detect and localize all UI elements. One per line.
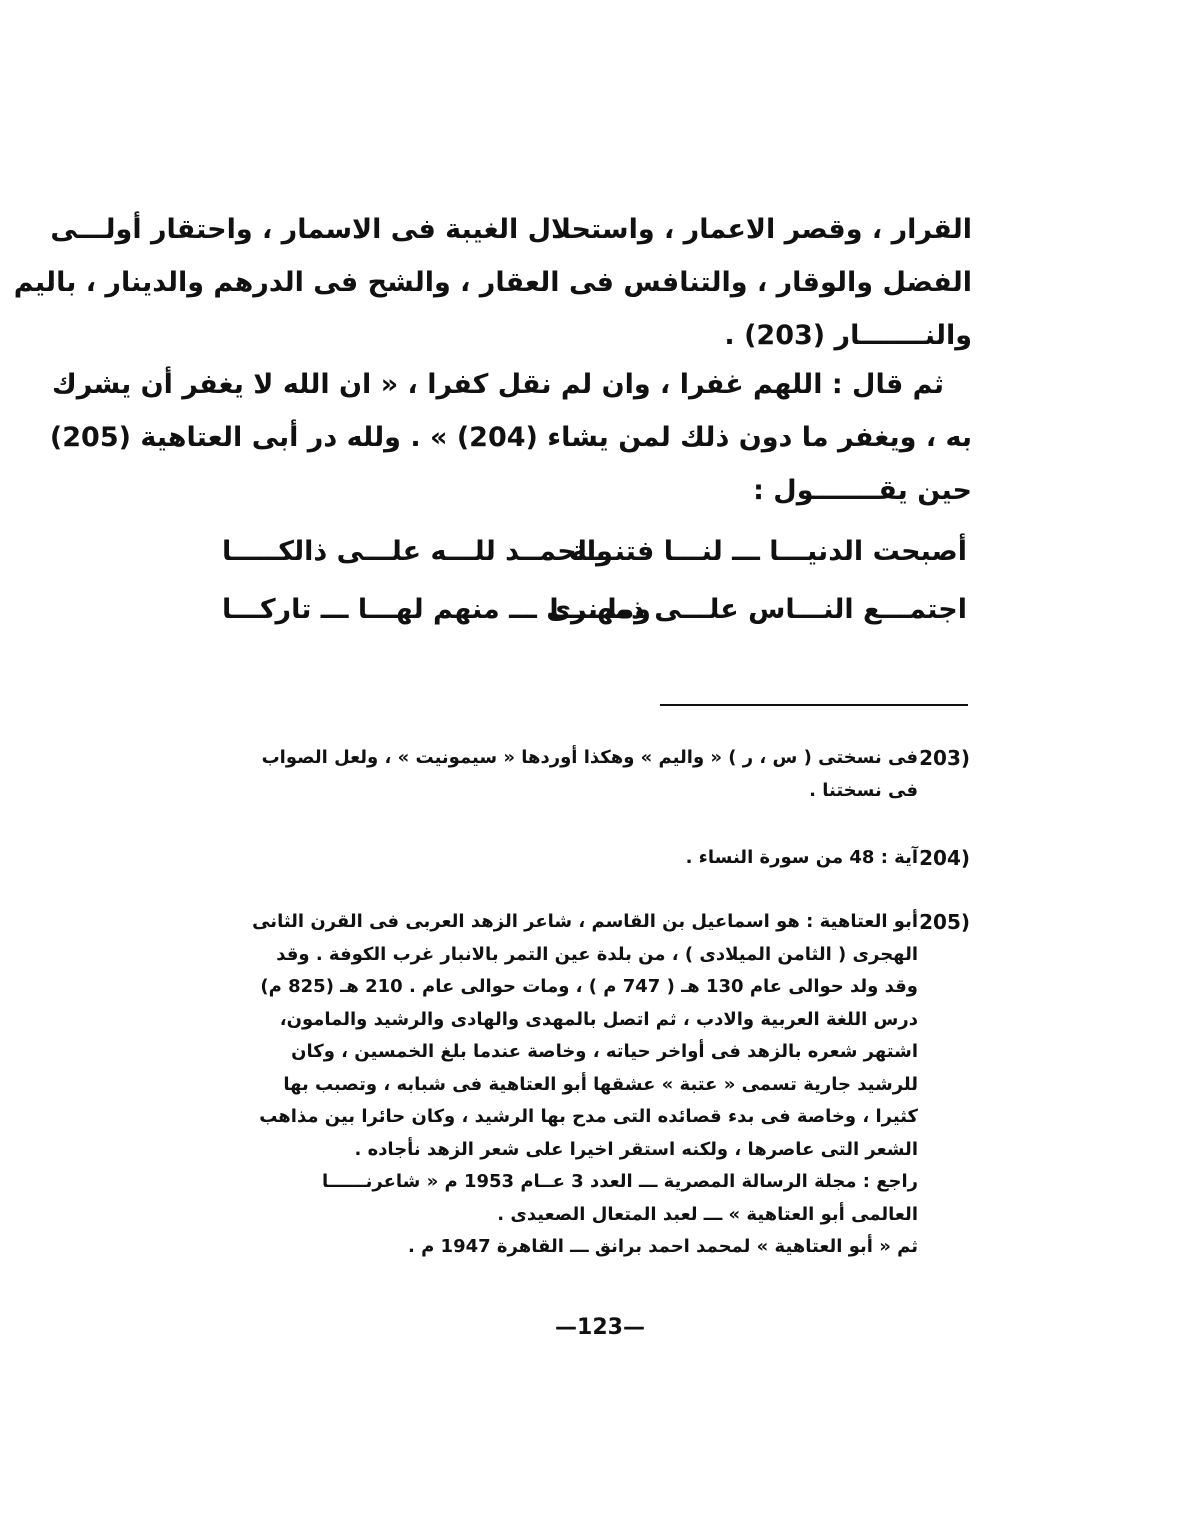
paragraph-line: ثم قال : اللهم غفرا ، وان لم نقل كفرا ، « ان الله لا يغفر أن يشرك (52, 369, 944, 400)
footnote-body (225, 742, 918, 807)
footnote-line: الهجرى ( الثامن الميلادى ) ، من بلدة عين التمر بالانبار غرب الكوفة . وقد (276, 943, 918, 965)
paragraph-2 (49, 358, 972, 517)
footnote-number: (205 (919, 910, 970, 934)
footnote-line: راجع : مجلة الرسالة المصرية ـــ العدد 3 عــام 1953 م « شاعرنــــــا (321, 1171, 918, 1192)
footnote-line: درس اللغة العربية والادب ، ثم اتصل بالمهدى والهادى والرشيد والمامون، (279, 1008, 918, 1030)
footnote-line: ثم « أبو العتاهية » لمحمد احمد برانق ـــ القاهرة 1947 م . (407, 1236, 918, 1257)
paragraph-line: حين يقـــــــول : (753, 475, 972, 506)
footnote-body (225, 906, 918, 1264)
footnote-line: اشتهر شعره بالزهد فى أواخر حياته ، وخاصة عندما بلغ الخمسين ، وكان (291, 1041, 918, 1062)
footnote-line: فى نسختنا . (809, 779, 918, 801)
footnote-number: (204 (919, 846, 970, 870)
verse-first-hemistich: أصبحت الدنيـــا ـــ لنـــا فتنـــة (570, 536, 967, 567)
footnote-line: العالمى أبو العتاهية » ـــ لعبد المتعال الصعيدى . (497, 1203, 918, 1225)
footnote-line: فى نسختى ( س ، ر ) « واليم » وهكذا أوردها « سيمونيت » ، ولعل الصواب (261, 747, 918, 768)
footnote-body (225, 842, 918, 875)
poem-verse (222, 594, 967, 646)
footnote-line: كثيرا ، وخاصة فى بدء قصائده التى مدح بها الرشيد ، وكان حائرا بين مذاهب (259, 1106, 918, 1127)
verse-first-hemistich: اجتمـــع النـــاس علـــى ذمهــــا (549, 594, 967, 625)
footnote-203 (225, 742, 970, 807)
footnote-204 (225, 842, 970, 875)
footnote-line: للرشيد جارية تسمى « عتبة » عشقها أبو العتاهية فى شبابه ، وتصبب بها (283, 1073, 918, 1095)
verse-second-hemistich: وما نرى ـــ منهم لهـــا ـــ تاركـــا (222, 594, 651, 625)
paragraph-line: الفضل والوقار ، والتنافس فى العقار ، والشح فى الدرهم والدينار ، باليم (13, 267, 972, 298)
footnote-line: وقد ولد حوالى عام 130 هـ ( 747 م ) ، ومات حوالى عام . 210 هـ (825 م) (260, 976, 918, 997)
paragraph-line: به ، ويغفر ما دون ذلك لمن يشاء (204) » . ولله در أبى العتاهية (205) (49, 422, 972, 453)
paragraph-1 (13, 203, 972, 362)
footnote-line: أبو العتاهية : هو اسماعيل بن القاسم ، شاعر الزهد العربى فى القرن الثانى (252, 911, 918, 932)
page-number: —123— (555, 1315, 645, 1340)
footnote-number: (203 (919, 746, 970, 770)
footnote-205 (225, 906, 970, 1264)
footnote-line: الشعر التى عاصرها ، ولكنه استقر اخيرا على شعر الزهد نأجاده . (354, 1138, 918, 1160)
paragraph-line: والنـــــــار (203) . (724, 320, 972, 351)
footnote-separator (660, 704, 968, 706)
paragraph-line: القرار ، وقصر الاعمار ، واستحلال الغيبة فى الاسمار ، واحتقار أولـــى (50, 214, 972, 245)
footnote-line: آية : 48 من سورة النساء . (685, 847, 918, 868)
poem-verse (222, 536, 967, 588)
verse-second-hemistich: والحمــد للـــه علـــى ذالكـــــا (222, 536, 613, 567)
